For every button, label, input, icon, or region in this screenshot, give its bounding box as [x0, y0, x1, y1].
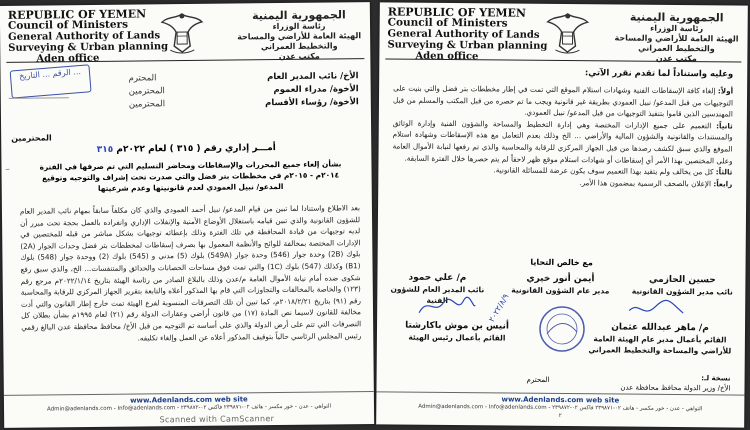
cc-item: الأخ/ وزير الدولة محافظ محافظة عدن [620, 383, 731, 393]
signatory-name: أيمن أنور خيري [526, 273, 595, 285]
addressee-name: الأخوة/ مدراء العموم [273, 84, 359, 96]
signatory-name: م/ ماهر عبدالله عثمان [611, 322, 709, 334]
decision-item [392, 117, 732, 166]
page-footer [376, 391, 744, 427]
camscanner-watermark: Scanned with CamScanner [159, 414, 275, 425]
signatory-title: نائب مدير الشؤون القانونية [631, 286, 733, 297]
header-ar-council: رئاسة الوزراء [272, 21, 326, 32]
item-text: إلغاء كافة الإسقاطات الفنية وشهادات استلام الموقع التي تمت في إطار مخططات بتر فضل والتي بنيت على التوجيهات من قبل المدعو/ نبيل العمودي بطريقة غير قانونية ويجب ما تم حصره من قبل المكتب والمسلم من قبل المهندسين الذين قاموا بتنفيذ التوجيهات من قبل المدعو/ نبيل العمودي. [392, 83, 734, 119]
header-office: Aden office [415, 50, 479, 63]
signature-block [627, 275, 737, 298]
margin-notes: ١ [3, 167, 11, 172]
header-ar-office: مكتب عدن [655, 53, 697, 64]
document-page-2 [376, 2, 748, 427]
decision-item [393, 83, 733, 121]
signature-block [585, 322, 735, 356]
header-office: Aden office [36, 52, 100, 65]
header-english [387, 6, 547, 62]
footer-website: www.Adenlands.com web site [130, 395, 248, 405]
header-arabic [611, 10, 741, 64]
addressee-title: المحترمين [128, 99, 166, 110]
order-body [20, 202, 361, 345]
item-text: كل من يخالف ولم يتقيد بهذا التعميم سوف يكون عرضة للمسائلة القانونية. [493, 165, 714, 177]
footer-website: www.Adenlands.com web site [501, 395, 620, 405]
header-council: Council of Ministers [387, 16, 508, 30]
signatory-title: نائب المدير العام للشؤون الفنية [390, 284, 485, 306]
signatory-name: م/ علي حمود [408, 272, 467, 284]
signatory-name: أنيس بن موش باكارشتا [405, 320, 509, 332]
signature-block [505, 274, 615, 297]
reference-stamp: الرقم ... التاريخ ... [10, 64, 92, 98]
handwritten-order-number: ٣١٥ [96, 144, 114, 155]
header-authority: General Authority of Lands [8, 30, 161, 43]
addressee-name: الأخ/ نائب المدير العام [267, 71, 359, 83]
header-council: Council of Ministers [7, 18, 129, 32]
header-ar-council: رئاسة الوزراء [650, 23, 704, 34]
order-subject: بشأن إلغاء جميع المحررات والإسقاطات ومحاضر التسليم التي تم صرفها في الفترة ٢٠١٤م - ٢٠١٥م في مخططات بتر فضل والتي صدرت تحت إشراف والتوجيه وتوقيع المدعو/ نبيل العمودي لعدم قانونيتها وعدم شرعيتها [39, 159, 342, 193]
reference-line [9, 97, 69, 99]
footer-contact: التواهي - عدن - خور مكسر - هاتف ٠٢-٢٣٩٨٧١ فاكس ٠٢-٢٣٩٨٧٢ - Admin@adenlands.com - Info@adenlands.com [418, 403, 703, 413]
footer-page-number: ٢ [558, 412, 562, 420]
signatory-title: القائم بأعمال مدير عام الهيئة العامة للأراضي والمساحة والتخطيط العمراني [588, 334, 732, 356]
cc-heading: نسخة لـ: [701, 374, 731, 383]
order-title: أمـــر إداري رقم ( ٣١٥ ) لعام ٢٠٢٢م ٣١٥ [96, 143, 276, 155]
document-page-1 [0, 2, 374, 428]
header-english [8, 8, 168, 65]
item-text: التعميم على جميع الإدارات المختصة وهي إدارة التخطيط والمساحة والشؤون الفنية وإدارة الوثائق والمستندات والقانونية والشؤون المالية والأراضي ... الخ وذلك بعدم التعامل مع هذه الإسقاطات وشهادة استلام الموقع والذي سبق لكشف رصدها من قبل الجهاز المركزي للرقابة والمحاسبة والذي تم رفعها لنيابة الأموال العامة وعلى المختصين بهذا الأمر أي إسقاطات أو شهادات استلام موقع ظهر لاحقاً لم يتم حصرها خلال الفترة السابقة. [392, 118, 733, 166]
item-label: رابعاً: [713, 179, 733, 189]
decision-intro: وعليه واستناداً لما تقدم نقرر الآتي: [584, 68, 734, 80]
header-ar-authority: الهيئة العامة للأراضي والمساحة والتخطيط العمراني [237, 31, 362, 52]
header-republic: REPUBLIC OF YEMEN [7, 7, 147, 22]
addressee-title: المحترمين [128, 86, 165, 97]
signatory-name: حسين الحازمي [649, 274, 716, 286]
item-label: ثانياً: [716, 121, 733, 131]
body-paragraph: بعد الاطلاع واستنادا لما تبين من قيام المدعو/ نبيل أحمد العمودي والذي كان مكلفاً سابقاً بمهام نائب المدير العام للشؤون القانونية والذي تبين قيامه باستغلال الأوضاع الأمنية والإنفلات الإداري وانفراده بالعمل بحجة تحت مبرر أن لديه توجيهات من قيادة المحافظة في تلك الفترة وذلك بإعطائه توجيهات بشكل مباشر من قبله للمختصين في الإدارات المختصة بمخالفة للوائح والأنظمة المعمول بها بصرف إسقاطات لمخططات بتر فضل وحدات الجوار (2A) بلوك (2B) وحدة جوار (546) وحدة جوار (549A) بلوك (5) مدني و (545) بلوك (2) ووحدة جوار (548) بلوك (B1) وكذلك (547) بلوك (1C) والتي تمت فوق مساحات الحصانات والحدائق والمتنفسات... الخ، والذي سبق رفع شكوى ضده أمام نيابة الأموال العامة م/عدن وذلك بالبلاغ الصادر من رئاسة الهيئة بتاريخ ٢٠٢٢/١/١٤م مرجع رقم (١٢٣) والخاصة بالمخالفات والتجاوزات التي قام بها المذكور أعلاه والتابعة بتقرير الجهاز المركزي للرقابة والمحاسبة رقم (٩١) بتاريخ ٢٠١٨/٢/٢١م، كما تبين أن تلك التصرفات المنسوبة لفرع الهيئة تمت خارج إطار القانون والتي أدت مخالفة للقانون لاسيما نص المادة (١٧) من قانون أراضي وعقارات الدولة رقم (٢١) لعام ١٩٩٥م بشأن بطلان كل التصرفات التي تتم على أرض الدولة والذي على أساسه تم التوجيه من قبل الأخ/ محافظ محافظة عدن البالغ رقمي رئيس المجلس الرئاسي حالياً بتوقيف المذكور أعلاه عن العمل وإلغاء تكليفه. [19, 203, 362, 343]
signatory-title: مدير عام الشؤون القانونية [511, 285, 610, 296]
header-surveying: Surveying & Urban planning [8, 41, 169, 54]
signature-scribble-icon [417, 295, 477, 320]
addressee-block [129, 70, 359, 111]
official-seal-stamp-icon [527, 304, 597, 355]
cc-block [620, 373, 730, 394]
header-ar-office: مكتب عدن [278, 51, 320, 62]
addressee-name: الأخوة/ رؤساء الأقسام [265, 97, 359, 109]
header-republic: REPUBLIC OF YEMEN [387, 5, 527, 20]
footer-contact: التواهي - عدن - خور مكسر - هاتف ٠٢-٢٣٩٨٧١ فاكس ٠٢-٢٣٩٨٧٢ - Admin@adenlands.com - Info@adenlands.com [46, 403, 332, 413]
signatory-title: القائم بأعمال رئيس الهيئة [408, 332, 506, 343]
closing-greeting: مع خالص التحايا [530, 257, 593, 268]
decision-items [392, 83, 733, 190]
header-ar-authority: الهيئة العامة للأراضي والمساحة والتخطيط العمراني [614, 33, 739, 54]
item-text: الإعلان بالصحف الرسمية بمضمون هذا الأمر. [579, 177, 712, 189]
header-ar-country: الجمهورية اليمنية [251, 8, 346, 23]
decision-item [392, 175, 732, 190]
header-arabic [234, 8, 365, 62]
handwritten-date: ٢٠٢٢/٨/٩ [486, 292, 511, 324]
addressee-title: المحترم [128, 73, 157, 84]
signature-block [397, 321, 517, 344]
header-surveying: Surveying & Urban planning [387, 39, 548, 52]
eagle-emblem-icon [160, 8, 205, 56]
item-label: ثالثاً: [715, 167, 733, 177]
salutation: المحترمين [11, 133, 52, 143]
signature-scribble-icon [627, 297, 687, 322]
header-ar-country: الجمهورية اليمنية [629, 10, 724, 25]
eagle-emblem-icon [545, 8, 589, 56]
addressee-row [129, 96, 359, 111]
header-authority: General Authority of Lands [387, 28, 540, 41]
cc-title: المحترم [526, 375, 550, 384]
item-label: أولاً: [717, 86, 734, 96]
